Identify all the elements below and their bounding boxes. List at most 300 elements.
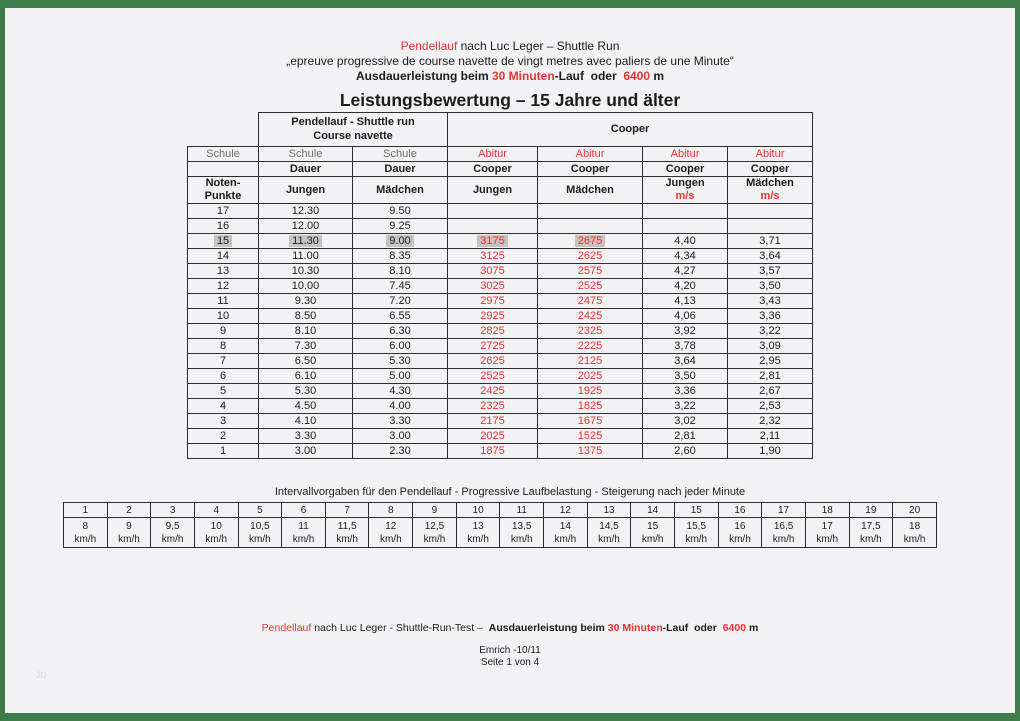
abitur-header-cell: Abitur [448,147,538,162]
speed-value: 11 [298,520,309,532]
score-value: 3,64 [674,355,696,368]
minute-number-cell: 19 [849,503,893,518]
score-value-cell [448,204,538,219]
score-value-cell [448,339,538,354]
noten-punkte-cell [188,294,259,309]
score-value-cell [259,414,353,429]
score-value: 3,36 [759,310,781,323]
speed-unit: km/h [118,533,140,545]
score-value-cell [643,264,728,279]
speed-value: 17,5 [861,520,881,532]
score-value-cell [728,369,813,384]
score-value-cell [728,414,813,429]
score-value-cell [643,369,728,384]
score-value: 8.50 [294,310,317,323]
score-value-cell [259,309,353,324]
minute-number-cell: 18 [805,503,849,518]
score-value: 1525 [577,430,603,443]
interval-table [63,502,937,548]
score-value: 4,20 [674,280,696,293]
score-value: 2675 [575,235,605,247]
speed-value-cell [587,518,631,548]
cooper-header-cell: Cooper [538,162,643,177]
score-value: 8.10 [294,325,317,338]
speed-unit: km/h [249,533,271,545]
speed-unit: km/h [161,533,184,545]
score-value-cell [538,429,643,444]
score-value-cell [259,264,353,279]
score-value: 2625 [480,355,505,368]
score-value: 3,50 [674,370,696,383]
score-row [188,354,813,369]
score-value: 2,81 [759,370,781,383]
score-value: 9.00 [386,235,413,247]
noten-punkte-cell [188,219,259,234]
speed-unit: km/h [205,533,228,545]
score-row [188,444,813,459]
speed-unit: km/h [74,533,97,545]
score-value-cell [259,204,353,219]
score-value: 11.30 [289,235,322,247]
empty-corner-cell [188,113,259,147]
score-value: 2125 [577,355,603,368]
meter-unit-text: m [650,69,665,83]
score-value: 3175 [477,235,507,247]
score-value: 1,90 [759,445,781,458]
score-value-cell [448,234,538,249]
abitur-header-cell: Abitur [538,147,643,162]
score-value: 2425 [480,385,505,398]
score-value: 4,27 [674,265,696,278]
speed-value-cell [369,518,413,548]
score-value: 2,53 [759,400,781,413]
score-value: 2925 [480,310,505,323]
minute-number-cell: 15 [674,503,718,518]
score-row [188,219,813,234]
score-value-cell [448,219,538,234]
score-value-cell [643,294,728,309]
score-value-cell [643,384,728,399]
speed-value: 8 [82,520,89,532]
score-value: 3,09 [759,340,781,353]
speed-value-cell [107,518,151,548]
score-value: 5.00 [389,370,411,383]
speed-unit: km/h [467,533,489,545]
minute-number-cell: 16 [718,503,762,518]
score-value-cell [538,264,643,279]
score-value-cell [353,294,448,309]
score-header-group-row [188,113,813,147]
cooper-header-cell: Cooper [448,162,538,177]
score-value-cell [643,444,728,459]
interval-speeds-row [64,518,937,548]
score-value: 12 [216,280,230,293]
speed-value-cell [544,518,588,548]
speed-value-cell [762,518,806,548]
noten-punkte-header [188,177,259,204]
score-value-cell [728,249,813,264]
speed-value: 12,5 [424,520,445,532]
speed-value: 12 [385,520,397,532]
score-value: 10 [216,310,230,323]
score-value-cell [538,384,643,399]
score-value: 3.30 [389,415,411,428]
gender-label: Mädchen [746,177,794,189]
score-value: 3,57 [759,265,781,278]
score-value: 9.50 [389,205,411,218]
shuttle-header-line1: Pendellauf - Shuttle run [291,115,415,128]
speed-value-cell [413,518,457,548]
score-value: 3125 [480,250,505,263]
speed-value: 16,5 [773,520,794,532]
speed-value: 13,5 [511,520,532,532]
school-header-cell: Schule [259,147,353,162]
score-value-cell [448,384,538,399]
abitur-header-cell: Abitur [728,147,813,162]
score-value-cell [448,294,538,309]
speed-unit: km/h [598,533,620,545]
score-value-cell [643,429,728,444]
score-value: 5 [219,385,227,398]
score-value-cell [538,294,643,309]
minute-number-cell: 20 [893,503,937,518]
ms-unit-label: m/s [675,190,695,203]
noten-punkte-cell [188,264,259,279]
score-value-cell [643,309,728,324]
gender-header-cell: Mädchen [538,177,643,204]
speed-value: 10 [210,520,222,532]
score-value: 3.30 [294,430,317,443]
score-value-cell [728,354,813,369]
score-value-cell [728,324,813,339]
score-value: 3,71 [759,235,781,248]
score-value-cell [259,369,353,384]
minute-number-cell: 5 [238,503,282,518]
score-value: 3,22 [674,400,696,413]
minute-number-cell: 8 [369,503,413,518]
score-value-cell [353,399,448,414]
score-value: 4.30 [389,385,411,398]
score-value: 3,50 [759,280,781,293]
score-value: 10.00 [291,280,320,293]
score-value-cell [728,204,813,219]
score-value: 11.00 [292,250,319,263]
footer-author: Emrich -10/11 [479,645,541,656]
score-value-cell [728,399,813,414]
score-value-cell [643,219,728,234]
score-value: 2175 [480,415,505,428]
minute-number-cell: 4 [194,503,238,518]
score-value-cell [538,219,643,234]
minute-number-cell: 10 [456,503,500,518]
score-value: 14 [216,250,230,263]
faint-page-number: 20 [36,670,47,680]
score-value-cell [728,279,813,294]
score-value: 8.35 [389,250,411,263]
score-value-cell [538,279,643,294]
score-value-cell [353,234,448,249]
score-value-cell [538,414,643,429]
score-value-cell [259,354,353,369]
gender-header-cell: Jungen [448,177,538,204]
score-value: 2225 [577,340,603,353]
footer-bold-text3: m [746,622,759,634]
score-value-cell [259,219,353,234]
score-value: 3.00 [294,445,317,458]
score-value: 2.30 [389,445,411,458]
gender-header-cell-ms [728,177,813,204]
score-value-cell [538,399,643,414]
speed-value-cell [456,518,500,548]
speed-value-cell [718,518,762,548]
score-value: 2525 [577,280,603,293]
score-value-cell [728,234,813,249]
speed-value-cell [194,518,238,548]
footer-reference-line [5,622,1015,634]
score-value: 1875 [480,445,505,458]
score-value-cell [353,219,448,234]
footer-page-indicator: Seite 1 von 4 [480,657,540,668]
score-value: 1825 [577,400,603,413]
score-value: 9 [219,325,227,338]
noten-punkte-cell [188,369,259,384]
score-value: 6.55 [389,310,411,323]
noten-punkte-cell [188,309,259,324]
score-value-cell [353,309,448,324]
minute-number-cell: 7 [325,503,369,518]
score-row [188,234,813,249]
school-header-cell: Schule [353,147,448,162]
noten-punkte-cell [188,354,259,369]
lauf-oder-text: -Lauf oder [554,69,624,83]
score-value-cell [448,309,538,324]
score-value: 4,40 [674,235,696,248]
score-value-cell [259,444,353,459]
minute-number-cell: 6 [282,503,326,518]
speed-unit: km/h [510,533,533,545]
score-value: 6 [219,370,227,383]
doc-subtitle-line1 [5,39,1015,53]
score-value: 3,92 [674,325,696,338]
score-row [188,264,813,279]
score-value-cell [728,444,813,459]
score-value-cell [538,324,643,339]
pendellauf-red-text: Pendellauf [400,39,458,53]
score-value-cell [353,279,448,294]
score-value: 4.00 [389,400,411,413]
score-value-cell [538,309,643,324]
noten-punkte-cell [188,249,259,264]
score-value-cell [353,369,448,384]
noten-punkte-cell [188,384,259,399]
score-value-cell [728,219,813,234]
minute-number-cell: 14 [631,503,675,518]
speed-value: 13 [472,520,484,532]
score-value: 3,02 [674,415,696,428]
score-header-type-row [188,162,813,177]
speed-value-cell [282,518,326,548]
score-value: 4.50 [294,400,317,413]
minute-number-cell: 17 [762,503,806,518]
score-value: 10.30 [291,265,320,278]
speed-unit: km/h [816,533,839,545]
speed-value: 15 [647,520,659,532]
score-table-body [188,204,813,459]
shuttle-header-line2: Course navette [313,129,393,142]
speed-unit: km/h [336,533,358,545]
speed-value: 14,5 [599,520,619,532]
score-value: 2425 [577,310,603,323]
minute-number-cell: 2 [107,503,151,518]
score-value-cell [728,294,813,309]
score-value: 3,78 [674,340,696,353]
speed-unit: km/h [860,533,882,545]
score-row [188,429,813,444]
score-value: 2025 [480,430,505,443]
score-value: 8 [219,340,227,353]
abitur-header-cell: Abitur [643,147,728,162]
speed-value-cell [849,518,893,548]
score-value-cell [259,429,353,444]
score-value-cell [448,249,538,264]
cooper-header-cell: Cooper [643,162,728,177]
score-value: 2825 [480,325,505,338]
score-value: 2,32 [759,415,781,428]
score-value: 6.10 [294,370,317,383]
speed-value-cell [325,518,369,548]
score-row [188,339,813,354]
speed-value: 9,5 [165,520,180,532]
score-row [188,309,813,324]
footer-bold-text1: Ausdauerleistung beim [488,622,608,634]
score-value: 2325 [480,400,505,413]
interval-table-title: Intervallvorgaben für den Pendellauf - Progressive Laufbelastung - Steigerung nach jeder Minute [274,486,746,498]
score-row [188,384,813,399]
score-value-cell [728,339,813,354]
score-value: 15 [214,235,232,247]
cooper-group-header: Cooper [448,113,813,147]
score-row [188,324,813,339]
score-row [188,399,813,414]
score-value: 1675 [577,415,603,428]
score-row [188,369,813,384]
subtitle-line1-rest: nach Luc Leger – Shuttle Run [457,39,620,53]
score-value-cell [259,324,353,339]
noten-punkte-cell [188,204,259,219]
minute-number-cell: 3 [151,503,195,518]
score-value: 9.30 [294,295,317,308]
noten-punkte-cell [188,279,259,294]
gender-header-cell: Mädchen [353,177,448,204]
score-value: 6.00 [389,340,411,353]
noten-punkte-cell [188,324,259,339]
score-value: 6.30 [389,325,411,338]
score-value-cell [538,354,643,369]
score-table [187,112,813,459]
score-value: 11 [217,295,229,308]
speed-value-cell [631,518,675,548]
minute-number-cell: 9 [413,503,457,518]
score-value: 2,60 [674,445,696,458]
score-value-cell [353,354,448,369]
score-value: 2525 [480,370,505,383]
score-value-cell [259,279,353,294]
speed-value-cell [893,518,937,548]
minuten-red-text: 30 Minuten [491,69,555,83]
score-value-cell [643,324,728,339]
score-value-cell [259,294,353,309]
noten-punkte-cell [188,234,259,249]
score-value: 3025 [480,280,505,293]
speed-value: 11,5 [337,520,357,532]
score-value-cell [259,234,353,249]
score-value: 4,06 [674,310,696,323]
empty-type-cell [188,162,259,177]
score-row [188,294,813,309]
score-value-cell [448,414,538,429]
score-value: 7.45 [389,280,411,293]
score-value: 3.00 [389,430,411,443]
speed-value: 9 [126,520,132,532]
score-value: 2025 [577,370,603,383]
gender-header-cell: Jungen [259,177,353,204]
score-value-cell [643,204,728,219]
noten-header-line1: Noten- [205,177,241,189]
score-value-cell [538,369,643,384]
meters-red-text: 6400 [623,69,651,83]
score-value-cell [448,354,538,369]
score-value: 3,22 [759,325,781,338]
score-value: 2625 [577,250,603,263]
score-value-cell [448,279,538,294]
speed-unit: km/h [772,533,795,545]
ms-unit-label: m/s [760,190,780,203]
speed-value: 18 [909,520,921,532]
score-value: 17 [216,205,230,218]
minute-number-cell: 1 [64,503,108,518]
score-value: 7.30 [294,340,317,353]
score-value: 2,67 [759,385,781,398]
score-value: 12.00 [291,220,320,233]
score-header-school-row [188,147,813,162]
page-title: Leistungsbewertung – 15 Jahre und älter [339,90,681,110]
score-value: 2,95 [759,355,781,368]
score-value-cell [538,234,643,249]
score-value: 4 [219,400,227,413]
score-value-cell [538,249,643,264]
score-value-cell [353,414,448,429]
score-value-cell [643,399,728,414]
score-row [188,249,813,264]
footer-reference-text: nach Luc Leger - Shuttle-Run-Test – [311,622,489,634]
score-value-cell [448,444,538,459]
score-value: 7 [219,355,227,368]
ausdauer-text: Ausdauerleistung beim [355,69,492,83]
speed-unit: km/h [903,533,926,545]
score-value-cell [259,384,353,399]
score-value: 13 [216,265,230,278]
score-value-cell [538,444,643,459]
score-value-cell [259,399,353,414]
speed-value: 10,5 [250,520,270,532]
speed-value-cell [238,518,282,548]
score-row [188,414,813,429]
speed-unit: km/h [685,533,708,545]
score-value-cell [728,429,813,444]
speed-value: 14 [559,520,571,532]
score-value: 1375 [577,445,603,458]
cooper-header-cell: Cooper [728,162,813,177]
